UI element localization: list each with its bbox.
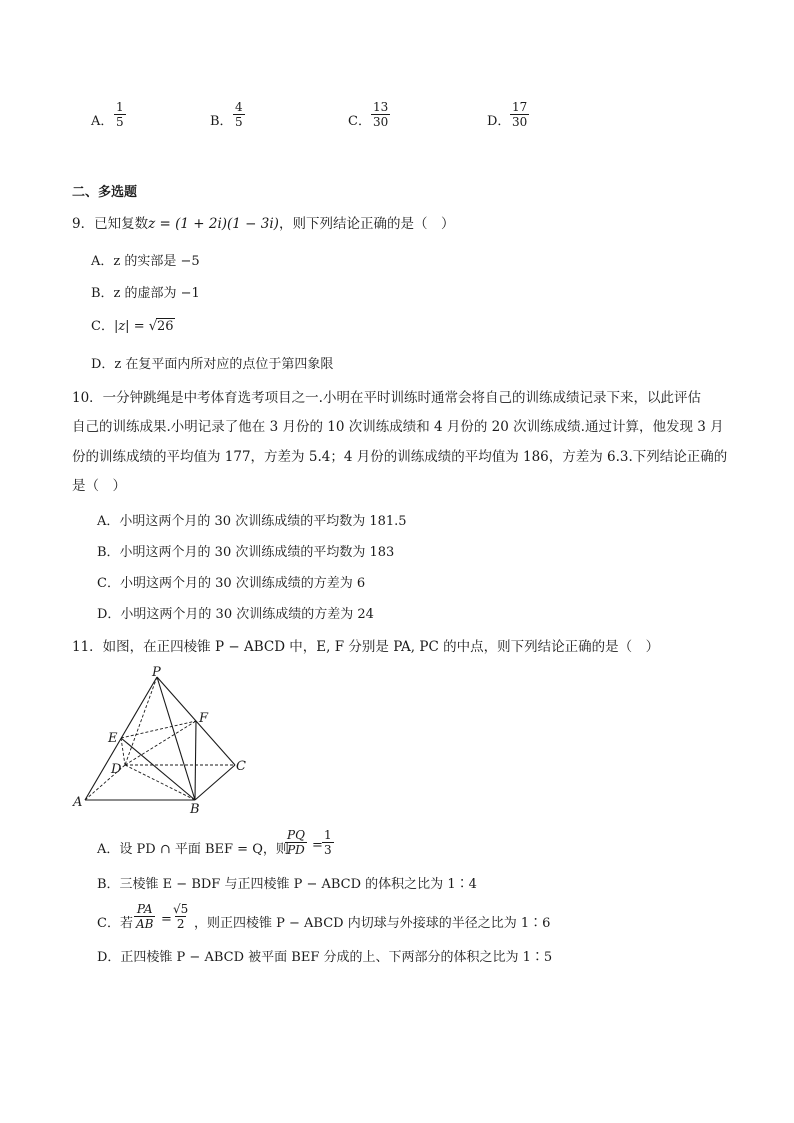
q9-option-a: A．z 的实部是 −5 — [91, 254, 200, 269]
q10-stem-line-3: 份的训练成绩的平均值为 177，方差为 5.4；4 月份的训练成绩的平均值为 186，方差为 6.3.下列结论正确的 — [72, 449, 728, 465]
q10-option-c: C．小明这两个月的 30 次训练成绩的方差为 6 — [97, 576, 366, 591]
q11-option-c-prefix: C．若 — [97, 916, 133, 931]
fraction-numerator: PA — [136, 902, 153, 916]
fraction-denominator: 30 — [373, 115, 389, 129]
fraction-numerator: 1 — [324, 828, 332, 842]
q8-option-b-label: B． — [210, 114, 233, 129]
segment-eb — [121, 738, 195, 800]
fraction-denominator: 5 — [235, 115, 243, 129]
q9-option-c-label: C． — [91, 319, 114, 334]
q8-option-b-fraction — [233, 100, 245, 129]
q11-option-a-fraction — [285, 828, 307, 857]
q8-option-a-label: A． — [91, 114, 114, 129]
q10-option-d: D．小明这两个月的 30 次训练成绩的方差为 24 — [97, 607, 374, 622]
q10-option-b: B．小明这两个月的 30 次训练成绩的平均数为 183 — [97, 545, 395, 560]
vertex-label-f: F — [199, 711, 209, 726]
q11-option-c-equals: = — [161, 912, 172, 927]
q8-option-d-label: D． — [487, 114, 511, 129]
edge-bc — [195, 765, 235, 800]
q8-option-a-fraction — [114, 100, 126, 129]
q9-option-b: B．z 的虚部为 −1 — [91, 286, 200, 301]
fraction-denominator: 5 — [116, 115, 124, 129]
fraction-numerator: 4 — [235, 100, 243, 114]
edge-pb — [157, 677, 195, 800]
q9-stem-formula: z = (1 + 2i)(1 − 3i) — [148, 216, 279, 232]
q9-option-c — [91, 315, 175, 334]
fraction-numerator: PQ — [287, 828, 305, 842]
q11-option-a-equals: = — [312, 838, 323, 853]
fraction-denominator: 2 — [176, 917, 185, 931]
vertex-label-d: D — [111, 762, 122, 777]
q8-option-c-fraction — [371, 100, 390, 129]
segment-ed — [121, 738, 125, 765]
fraction-denominator: PD — [287, 843, 305, 857]
q9-option-c-radicand: 26 — [157, 319, 174, 334]
fraction-numerator: 1 — [116, 100, 124, 114]
fraction-numerator: 17 — [512, 100, 528, 114]
vertex-label-b: B — [190, 802, 200, 817]
segment-ef — [121, 721, 196, 738]
q8-option-d-fraction — [510, 100, 529, 129]
q10-option-a: A．小明这两个月的 30 次训练成绩的平均数为 181.5 — [97, 514, 407, 529]
q11-option-a-ratio — [322, 828, 334, 857]
q9-option-c-formula: |z| = √ — [113, 319, 158, 334]
q10-stem-line-4: 是（ ） — [72, 478, 126, 494]
q9-stem-suffix: ，则下列结论正确的是（ ） — [278, 216, 455, 232]
fraction-denominator: 30 — [512, 115, 528, 129]
fraction-denominator: AB — [136, 917, 154, 931]
q9-stem — [72, 212, 454, 232]
q8-option-c-label: C． — [348, 114, 371, 129]
q11-option-c-fraction — [134, 902, 155, 931]
fraction-numerator: 13 — [373, 100, 389, 114]
q11-option-c-suffix: ，则正四棱锥 P − ABCD 内切球与外接球的半径之比为 1∶6 — [194, 916, 551, 931]
pyramid-figure — [70, 660, 260, 820]
vertex-label-c: C — [236, 759, 246, 774]
q9-option-d: D．z 在复平面内所对应的点位于第四象限 — [91, 357, 334, 372]
q11-stem: 11．如图，在正四棱锥 P − ABCD 中，E, F 分别是 PA, PC 的中点，则下列结论正确的是（ ） — [72, 639, 660, 655]
segment-fb — [195, 721, 196, 800]
q9-stem-prefix: 9．已知复数 — [72, 216, 149, 232]
segment-df — [125, 721, 196, 765]
fraction-denominator: 3 — [324, 843, 332, 857]
q11-option-a-prefix: A．设 PD ∩ 平面 BEF = Q，则 — [97, 842, 289, 857]
fraction-numerator: √5 — [173, 902, 189, 916]
q11-option-d: D．正四棱锥 P − ABCD 被平面 BEF 分成的上、下两部分的体积之比为 1∶5 — [97, 950, 553, 965]
q11-option-c-ratio — [171, 902, 190, 931]
vertex-label-a: A — [73, 795, 83, 810]
edge-pd — [125, 677, 157, 765]
q11-option-b: B．三棱锥 E − BDF 与正四棱锥 P − ABCD 的体积之比为 1∶4 — [97, 877, 477, 892]
q10-stem-line-1: 10．一分钟跳绳是中考体育选考项目之一.小明在平时训练时通常会将自己的训练成绩记录下来，以此评估 — [72, 390, 701, 406]
section-heading: 二、多选题 — [72, 185, 138, 200]
q10-stem-line-2: 自己的训练成果.小明记录了他在 3 月份的 10 次训练成绩和 4 月份的 20 次训练成绩.通过计算，他发现 3 月 — [72, 419, 724, 435]
vertex-label-e: E — [108, 731, 118, 746]
vertex-label-p: P — [152, 665, 161, 680]
